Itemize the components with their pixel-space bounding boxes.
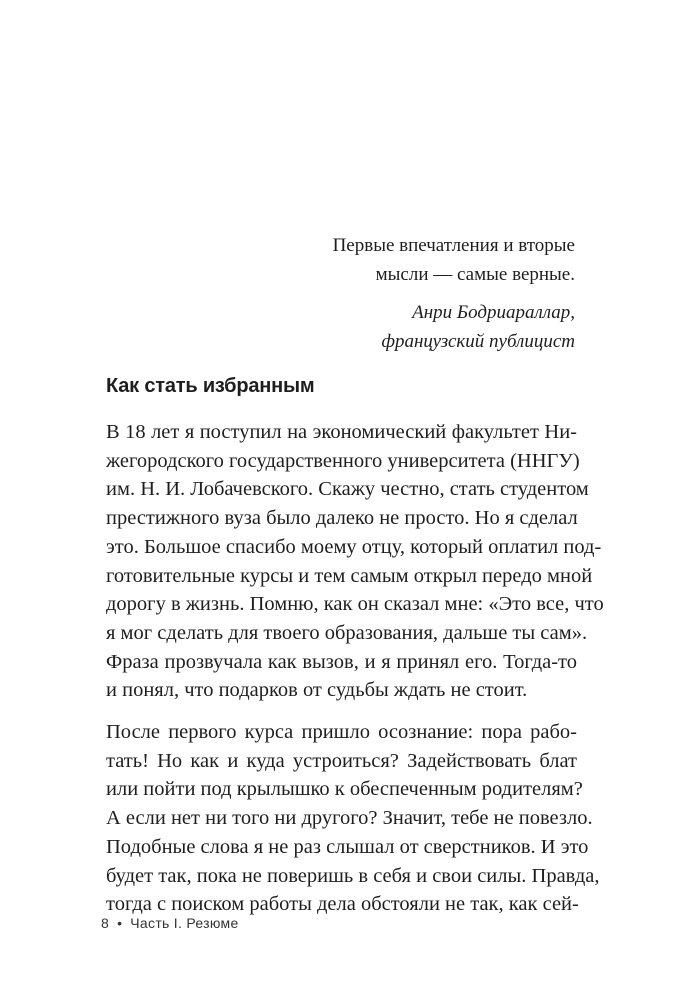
running-header-part: Часть I. Резюме bbox=[130, 915, 239, 931]
body-text bbox=[106, 418, 604, 919]
text-line: После первого курса пришло осознание: пора рабо- bbox=[106, 721, 577, 744]
paragraph bbox=[106, 718, 600, 919]
text-line: будет так, пока не поверишь в себя и свои силы. Правда, bbox=[106, 864, 600, 887]
text-line: престижного вуза было далеко не просто. Но я сделал bbox=[106, 507, 578, 530]
text-line: им. Н. И. Лобачевского. Скажу честно, стать студентом bbox=[106, 478, 589, 501]
text-line: и понял, что подарков от судьбы ждать не стоит. bbox=[106, 679, 528, 702]
text-line: готовительные курсы и тем самым открыл передо мной bbox=[106, 564, 593, 587]
epigraph-author-name: Анри Бодриараллар, bbox=[412, 302, 575, 323]
text-line: или пойти под крылышко к обеспеченным родителям? bbox=[106, 778, 583, 801]
epigraph-author-description: французский публицист bbox=[381, 331, 575, 352]
footer-bullet: • bbox=[117, 915, 123, 931]
text-line: тогда с поиском работы дела обстояли не так, как сей- bbox=[106, 893, 579, 916]
text-line: тать! Но как и куда устроиться? Задействовать блат bbox=[106, 749, 577, 772]
text-line: дорогу в жизнь. Помню, как он сказал мне: «Это все, что bbox=[106, 593, 604, 616]
text-line: А если нет ни того ни другого? Значит, тебе не повезло. bbox=[106, 807, 593, 830]
text-line: это. Большое спасибо моему отцу, который оплатил под- bbox=[106, 535, 602, 558]
page-number: 8 bbox=[101, 915, 110, 931]
text-line: жегородского государственного университета (ННГУ) bbox=[106, 449, 580, 472]
epigraph bbox=[175, 231, 575, 356]
epigraph-quote-line: мысли — самые верные. bbox=[375, 264, 575, 285]
section-title: Как стать избранным bbox=[106, 375, 315, 397]
paragraph bbox=[106, 418, 604, 705]
epigraph-quote bbox=[175, 231, 575, 289]
text-line: Подобные слова я не раз слышал от сверстников. И это bbox=[106, 835, 589, 858]
epigraph-quote-line: Первые впечатления и вторые bbox=[332, 235, 575, 256]
epigraph-author bbox=[175, 298, 575, 356]
text-line: В 18 лет я поступил на экономический факультет Ни- bbox=[106, 421, 577, 443]
page-footer bbox=[101, 915, 239, 931]
text-line: я мог сделать для твоего образования, дальше ты сам». bbox=[106, 621, 588, 644]
text-line: Фраза прозвучала как вызов, и я принял его. Тогда-то bbox=[106, 650, 577, 673]
